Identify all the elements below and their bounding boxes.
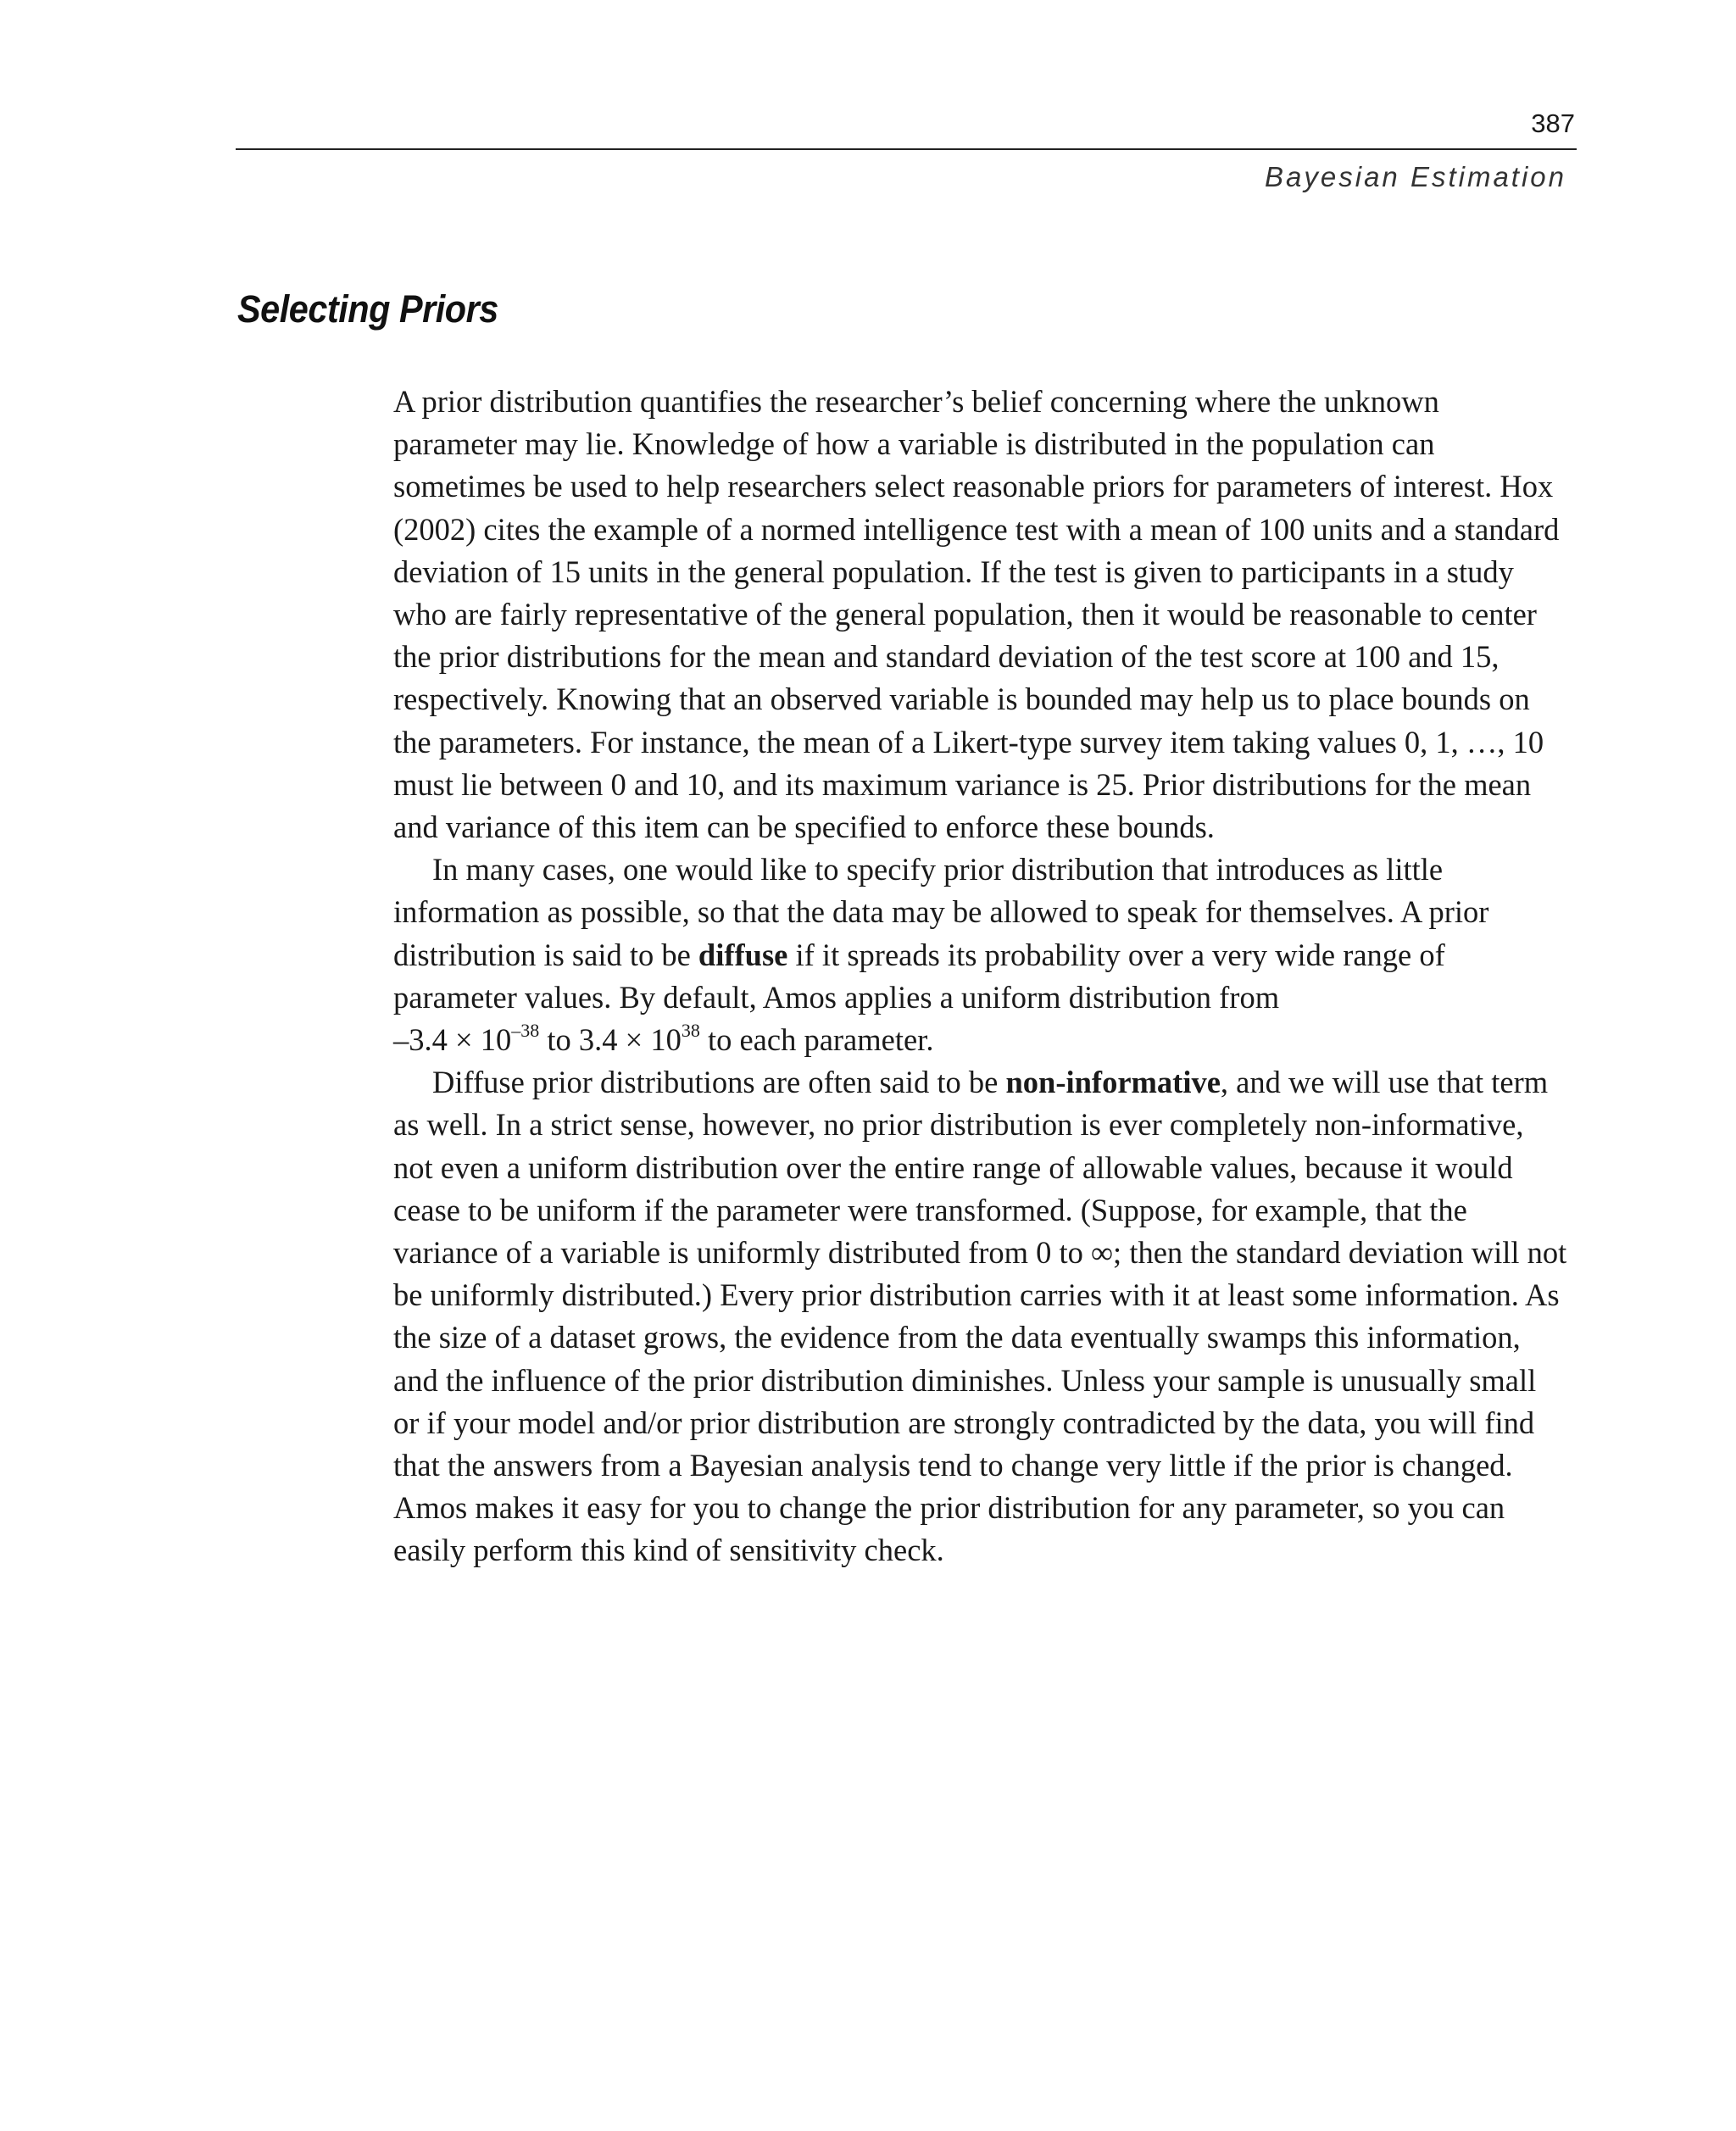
paragraph-prior-distribution [393,381,1568,849]
header-rule [236,148,1577,150]
section-title: Selecting Priors [237,287,498,331]
paragraph-2-text-b: if it spreads its probability over a very wide range of parameter values. By default, Amos applies a uniform distribution from [393,937,1445,1015]
range-upper-exponent: 38 [681,1020,700,1042]
body-text [393,381,1568,1572]
paragraph-non-informative [393,1061,1568,1572]
paragraph-3-text-b: , and we will use that term as well. In a strict sense, however, no prior distribution is ever completely non-informative, not even a uniform distribution over the entire range of allowable values, because it would cease to be uniform if the parameter were transformed. (Suppose, for example, that the variance of a variable is uniformly distributed from 0 to ∞; then the standard deviation will not be uniformly distributed.) Every prior distribution carries with it at least some information. As the size of a dataset grows, the evidence from the data eventually swamps this information, and the influence of the prior distribution diminishes. Unless your sample is unusually small or if your model and/or prior distribution are strongly contradicted by the data, you will find that the answers from a Bayesian analysis tend to change very little if the prior is changed. Amos makes it easy for you to change the prior distribution for any parameter, so you can easily perform this kind of sensitivity check. [393,1065,1567,1568]
paragraph-2-text-end: to each parameter. [699,1022,934,1058]
page-number: 387 [1531,108,1575,138]
range-upper-base: to 3.4 × 10 [539,1022,682,1058]
paragraph-2-text-a: In many cases, one would like to specify prior distribution that introduces as little information as possible, so that the data may be allowed to speak for themselves. A prior distribution is said to be [393,852,1489,972]
paragraph-3-text-a: Diffuse prior distributions are often said to be [432,1065,1006,1100]
term-diffuse: diffuse [698,937,788,972]
running-head: Bayesian Estimation [1265,161,1566,192]
range-lower-exponent: –38 [511,1020,540,1042]
paragraph-1-text: A prior distribution quantifies the researcher’s belief concerning where the unknown parameter may lie. Knowledge of how a variable is distributed in the population can sometimes be used to help researchers select reasonable priors for parameters of interest. Hox (2002) cites the example of a normed intelligence test with a mean of 100 units and a standard deviation of 15 units in the general population. If the test is given to participants in a study who are fairly representative of the general population, then it would be reasonable to center the prior distributions for the mean and standard deviation of the test score at 100 and 15, respectively. Knowing that an observed variable is bounded may help us to place bounds on the parameters. For instance, the mean of a Likert-type survey item taking values 0, 1, …, 10 must lie between 0 and 10, and its maximum variance is 25. Prior distributions for the mean and variance of this item can be specified to enforce these bounds. [393,384,1560,845]
range-lower-base: –3.4 × 10 [393,1022,512,1058]
term-non-informative: non-informative [1005,1065,1221,1100]
paragraph-diffuse [393,849,1568,1061]
